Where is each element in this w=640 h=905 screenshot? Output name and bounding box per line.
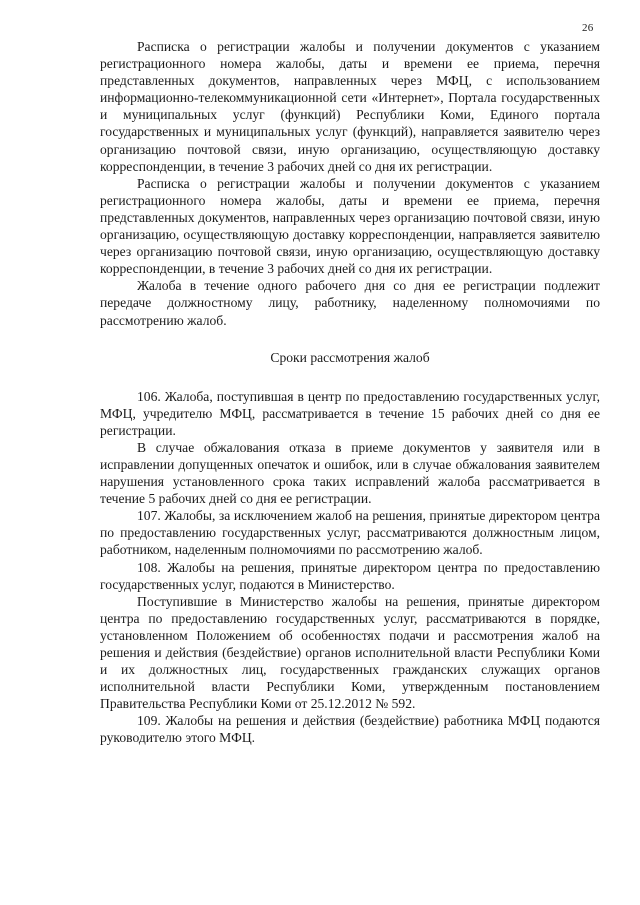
paragraph-108-ministry: Поступившие в Министерство жалобы на решения, принятые директором центра по предоставлению государственных услуг, рассматриваются в порядке, установленном Положением об особенностях подачи и рассмотрения жалоб на решения и действия (бездействие) органов исполнительной власти Республики Коми и их должностных лиц, государственных гражданских служащих органов исполнительной власти Республики Коми, утвержденным постановлением Правительства Республики Коми от 25.12.2012 № 592. <box>100 593 600 712</box>
paragraph-106: 106. Жалоба, поступившая в центр по предоставлению государственных услуг, МФЦ, учредителю МФЦ, рассматривается в течение 15 рабочих дней со дня ее регистрации. <box>100 388 600 438</box>
paragraph-109: 109. Жалобы на решения и действия (бездействие) работника МФЦ подаются руководителю этого МФЦ. <box>100 713 600 746</box>
page-number: 26 <box>582 22 594 34</box>
paragraph-receipt-mfc: Расписка о регистрации жалобы и получении документов с указанием регистрационного номера жалобы, даты и времени ее приема, перечня представленных документов, направленных через МФЦ, с использованием информационно-телекоммуникационной сети «Интернет», Портала государственных и муниципальных услуг (функций) Республики Коми, Единого портала государственных и муниципальных услуг (функций), направляется заявителю через организацию почтовой связи, иную организацию, осуществляющую доставку корреспонденции, в течение 3 рабочих дней со дня их регистрации. <box>100 39 600 174</box>
paragraph-receipt-post: Расписка о регистрации жалобы и получении документов с указанием регистрационного номера жалобы, даты и времени ее приема, перечня представленных документов, направленных через организацию почтовой связи, иную организацию, осуществляющую доставку корреспонденции, направляется заявителю через организацию почтовой связи, иную организацию, осуществляющую доставку корреспонденции, в течение 3 рабочих дней со дня их регистрации. <box>100 175 600 277</box>
paragraph-108: 108. Жалобы на решения, принятые директором центра по предоставлению государственных услуг, подаются в Министерство. <box>100 559 600 592</box>
section-title: Сроки рассмотрения жалоб <box>270 349 430 365</box>
paragraph-106-refusal: В случае обжалования отказа в приеме документов у заявителя или в исправлении допущенных опечаток и ошибок, или в случае обжалования заявителем нарушения установленного срока таких исправлений жалоба рассматривается в течение 5 рабочих дней со дня ее регистрации. <box>100 439 600 507</box>
paragraph-transfer: Жалоба в течение одного рабочего дня со дня ее регистрации подлежит передаче должностному лицу, работнику, наделенному полномочиями по рассмотрению жалоб. <box>100 278 600 328</box>
document-body <box>100 38 600 747</box>
paragraph-107: 107. Жалобы, за исключением жалоб на решения, принятые директором центра по предоставлению государственных услуг, рассматриваются должностным лицом, работником, наделенным полномочиями по рассмотрению жалоб. <box>100 508 600 558</box>
